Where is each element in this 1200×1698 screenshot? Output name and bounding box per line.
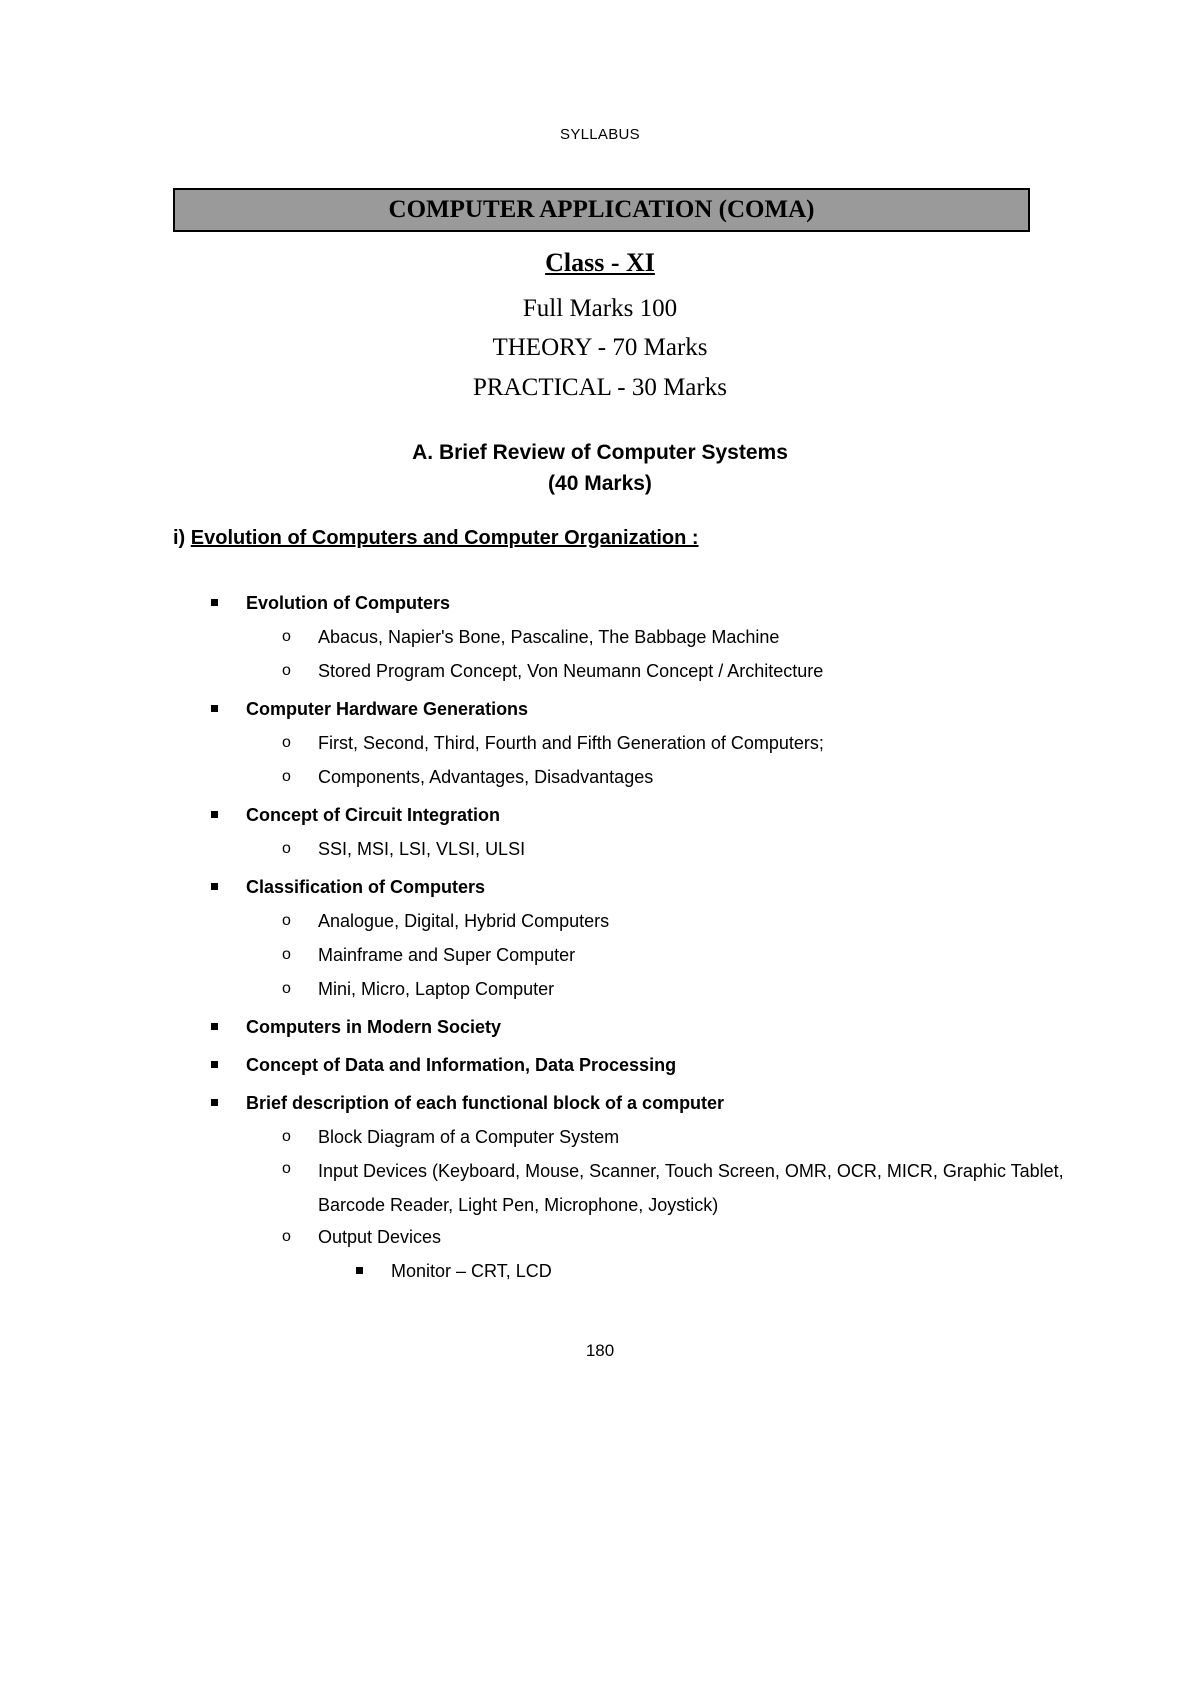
list-item: [0, 588, 1200, 622]
subsection-title: Evolution of Computers and Computer Organization :: [190, 527, 699, 549]
topic-label: Concept of Circuit Integration: [246, 805, 500, 825]
section-title: A. Brief Review of Computer Systems: [412, 441, 788, 464]
topic-label: Classification of Computers: [246, 877, 486, 897]
list-item: [0, 800, 1200, 834]
full-marks: Full Marks 100: [522, 295, 678, 322]
circle-bullet-icon: o: [282, 1160, 291, 1177]
sub-topic-label: Mainframe and Super Computer: [318, 945, 576, 965]
circle-bullet-icon: o: [282, 840, 291, 857]
sub-topic-label: First, Second, Third, Fourth and Fifth Generation of Computers;: [318, 733, 824, 753]
list-item: [0, 1088, 1200, 1122]
subsection-prefix: i): [173, 527, 186, 549]
sub-list-item: [0, 656, 1200, 690]
topic-label: Evolution of Computers: [246, 593, 450, 613]
topic-label: Computer Hardware Generations: [246, 699, 529, 719]
sub-topic-label: Stored Program Concept, Von Neumann Concept / Architecture: [318, 661, 824, 681]
sub-list-item: [0, 728, 1200, 762]
practical-marks: PRACTICAL - 30 Marks: [473, 374, 727, 401]
subject-title-box: [173, 188, 1030, 232]
sub-topic-label: Input Devices (Keyboard, Mouse, Scanner, Touch Screen, OMR, OCR, MICR, Graphic Tablet, Barcode Reader, Light Pen, Microphone, Joystick): [318, 1161, 1064, 1215]
circle-bullet-icon: o: [282, 912, 291, 929]
topic-label: Computers in Modern Society: [246, 1017, 502, 1037]
subject-title: COMPUTER APPLICATION (COMA): [388, 196, 815, 223]
circle-bullet-icon: o: [282, 768, 291, 785]
sub-list-item: [0, 762, 1200, 796]
sub-topic-label: Mini, Micro, Laptop Computer: [318, 979, 555, 999]
circle-bullet-icon: o: [282, 1228, 291, 1245]
sub-list-item: [0, 1122, 1200, 1156]
topic-list: [0, 588, 1200, 1290]
list-item: [0, 1050, 1200, 1084]
page-header: SYLLABUS: [560, 126, 640, 143]
sub-list-item: [0, 974, 1200, 1008]
topic-label: Brief description of each functional block of a computer: [246, 1093, 725, 1113]
sub-topic-label: Components, Advantages, Disadvantages: [318, 767, 654, 787]
page-number: 180: [585, 1341, 615, 1360]
square-bullet-icon: [211, 705, 218, 712]
square-bullet-icon: [211, 1061, 218, 1068]
class-label: Class - XI: [545, 248, 655, 277]
square-bullet-icon: [211, 1023, 218, 1030]
sub-list-item: [0, 1222, 1200, 1256]
sub-topic-label: Block Diagram of a Computer System: [318, 1127, 620, 1147]
section-marks: (40 Marks): [548, 472, 652, 495]
circle-bullet-icon: o: [282, 980, 291, 997]
circle-bullet-icon: o: [282, 734, 291, 751]
circle-bullet-icon: o: [282, 1128, 291, 1145]
sub-topic-label: SSI, MSI, LSI, VLSI, ULSI: [318, 839, 526, 859]
circle-bullet-icon: o: [282, 628, 291, 645]
sub-list-item: [0, 834, 1200, 868]
square-bullet-icon: [211, 883, 218, 890]
list-item: [0, 1012, 1200, 1046]
topic-label: Concept of Data and Information, Data Processing: [246, 1055, 677, 1075]
sub-sub-list-item: [0, 1256, 1200, 1290]
list-item: [0, 694, 1200, 728]
square-bullet-icon: [356, 1267, 363, 1274]
square-bullet-icon: [211, 1099, 218, 1106]
list-item: [0, 872, 1200, 906]
sub-list-item: [0, 940, 1200, 974]
circle-bullet-icon: o: [282, 662, 291, 679]
sub-list-item: [0, 1154, 1200, 1222]
sub-list-item: [0, 622, 1200, 656]
sub-sub-topic-label: Monitor – CRT, LCD: [391, 1261, 552, 1281]
square-bullet-icon: [211, 811, 218, 818]
sub-topic-label: Analogue, Digital, Hybrid Computers: [318, 911, 610, 931]
square-bullet-icon: [211, 599, 218, 606]
sub-list-item: [0, 906, 1200, 940]
theory-marks: THEORY - 70 Marks: [492, 334, 708, 361]
section-heading: [0, 437, 1200, 499]
circle-bullet-icon: o: [282, 946, 291, 963]
subsection-heading: [173, 527, 699, 550]
sub-topic-label: Output Devices: [318, 1227, 442, 1247]
sub-topic-label: Abacus, Napier's Bone, Pascaline, The Babbage Machine: [318, 627, 780, 647]
